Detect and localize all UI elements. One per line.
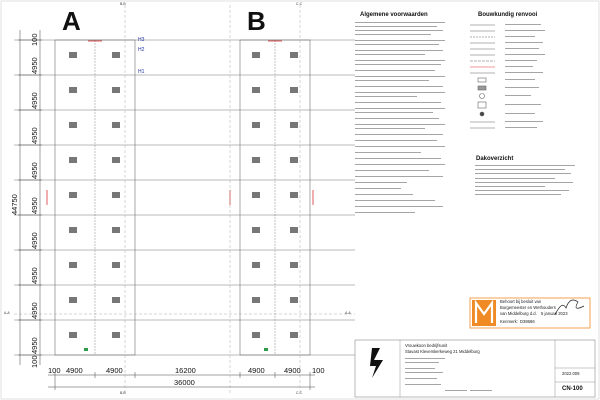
column-a-plan (55, 40, 135, 355)
level-h2: H2 (138, 47, 145, 53)
approval-line-3: van Middelburg d.d. (500, 311, 537, 316)
level-h3: H3 (138, 37, 145, 43)
grid-axis-lines (14, 5, 355, 395)
entrance-marks (84, 348, 268, 351)
vdim-bay-2: 4950 (30, 92, 39, 109)
approval-line-1: Behoort bij besluit van (500, 299, 542, 304)
level-h1: H1 (138, 69, 145, 75)
vdim-bay-1: 4950 (30, 57, 39, 74)
vdim-bay-6: 4950 (30, 232, 39, 249)
approval-kenmerk: D38686 (520, 319, 535, 324)
hdim-a-bay-2: 4900 (106, 366, 123, 375)
hdim-middle: 16200 (175, 366, 196, 375)
approval-date: 5 januari 2023 (541, 311, 568, 316)
roof-text-lines (475, 165, 575, 195)
hdim-total: 36000 (174, 378, 195, 387)
section-cc-bottom: C-C (296, 391, 303, 395)
roof-title: Dakoverzicht (476, 156, 514, 162)
approval-kenmerk-label: Kenmerk: (500, 319, 518, 324)
hdim-b-bay-1: 4900 (248, 366, 265, 375)
unit-symbols (69, 52, 298, 338)
vdim-bay-3: 4950 (30, 127, 39, 144)
legend-title: Bouwkundig renvooi (478, 12, 538, 18)
column-a-label: A (62, 6, 81, 36)
section-bb-bottom: B-B (120, 391, 126, 395)
title-block-lines (405, 358, 492, 391)
approval-line-2: Burgemeester en Wethouders (500, 305, 556, 310)
legend-labels (505, 24, 545, 128)
vdim-bay-5: 4950 (30, 197, 39, 214)
column-b-label: B (247, 6, 266, 36)
legend-symbols (470, 25, 495, 128)
section-cc-top: C-C (296, 2, 303, 6)
vdim-bay-9: 4950 (30, 337, 39, 354)
title-sheet-code: 2022.009 (562, 371, 580, 376)
title-project: Vrouwkoon bedrijfsunit (405, 343, 448, 348)
vdim-bay-10: 100 (30, 355, 39, 368)
vdim-bay-7: 4950 (30, 267, 39, 284)
vdim-bay-4: 4950 (30, 162, 39, 179)
section-aa-left: A-A (4, 311, 10, 315)
red-marks (47, 41, 313, 205)
vdim-bay-0: 100 (30, 33, 39, 46)
company-logo (370, 348, 383, 378)
hdim-left-edge: 100 (48, 366, 61, 375)
hdim-b-bay-2: 4900 (284, 366, 301, 375)
notes-title: Algemene voorwaarden (360, 12, 428, 18)
title-drawing-number: CN-100 (562, 386, 583, 392)
section-aa-right: A-A (345, 311, 351, 315)
vdim-total: 44750 (10, 194, 19, 215)
title-address: Stavast Kleverskerkeweg 21 Middelburg (405, 349, 480, 354)
vdim-bay-8: 4950 (30, 302, 39, 319)
section-bb-top: B-B (120, 2, 126, 6)
notes-text-lines (355, 22, 445, 213)
floor-lines (14, 40, 355, 355)
column-b-plan (240, 40, 310, 355)
hdim-a-bay-1: 4900 (66, 366, 83, 375)
hdim-right-edge: 100 (312, 366, 325, 375)
